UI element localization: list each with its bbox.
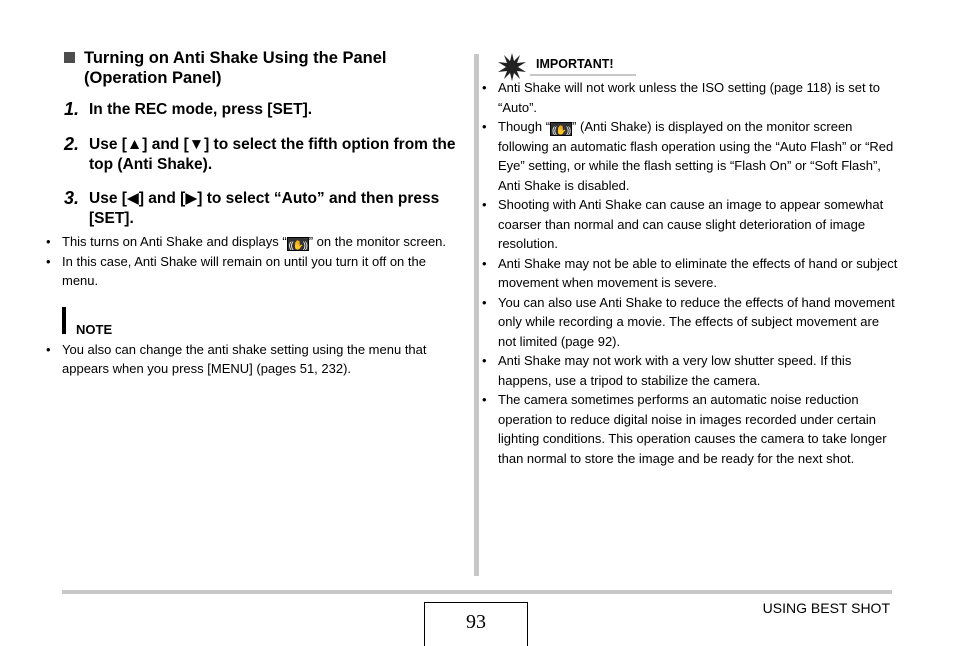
right-column (498, 56, 898, 468)
list-item: • The camera sometimes performs an automatic noise reduction operation to reduce digital noise in images recorded under certain lighting conditions. This operation causes the camera to take longer than normal to store the image and be ready for the next shot. (498, 390, 898, 468)
list-item: • In this case, Anti Shake will remain on until you turn it off on the menu. (62, 252, 462, 291)
list-item: • This turns on Anti Shake and displays “ ((✋)) ” on the monitor screen. (62, 232, 462, 252)
step-3: 3. Use [◀] and [▶] to select “Auto” and then press [SET]. (64, 188, 440, 227)
anti-shake-icon: ((✋)) (550, 122, 572, 136)
footer-section-label: USING BEST SHOT (762, 600, 890, 616)
list-item: • You also can change the anti shake setting using the menu that appears when you press [MENU] (pages 51, 232). (62, 340, 462, 379)
list-item: • Anti Shake may not be able to eliminate the effects of hand or subject movement when movement is severe. (498, 254, 898, 293)
anti-shake-icon: ((✋)) (287, 237, 309, 251)
page-number: 93 (424, 602, 528, 646)
step-3-bullets (62, 232, 462, 291)
note-heading: NOTE (62, 321, 462, 339)
list-item: • Shooting with Anti Shake can cause an image to appear somewhat coarser than normal and can cause slight deterioration of image resolution. (498, 195, 898, 254)
note-bullets (62, 340, 462, 379)
list-item: • You can also use Anti Shake to reduce the effects of hand movement only while recording a movie. The effects of subject movement are not limited (page 92). (498, 293, 898, 352)
left-column (62, 48, 462, 379)
important-underline (530, 74, 636, 76)
section-title: Turning on Anti Shake Using the Panel (Operation Panel) (62, 48, 462, 88)
footer-rule (62, 590, 892, 594)
starburst-icon (498, 53, 526, 81)
note-bar (62, 307, 66, 334)
list-item: • Anti Shake may not work with a very low shutter speed. If this happens, use a tripod to stabilize the camera. (498, 351, 898, 390)
important-bullets (498, 78, 898, 468)
important-heading: IMPORTANT! (498, 56, 898, 78)
square-bullet-icon (64, 52, 75, 63)
step-1: 1. In the REC mode, press [SET]. (64, 99, 313, 119)
list-item: • Anti Shake will not work unless the ISO setting (page 118) is set to “Auto”. (498, 78, 898, 117)
step-2: 2. Use [▲] and [▼] to select the fifth option from the top (Anti Shake). (64, 134, 456, 173)
list-item: • Though “ ((✋)) ” (Anti Shake) is displayed on the monitor screen following an automatic flash operation using the “Auto Flash” or “Red Eye” setting, or while the flash setting is “Flash On” or “Soft Flash”, Anti Shake is disabled. (498, 117, 898, 195)
column-divider (474, 54, 479, 576)
